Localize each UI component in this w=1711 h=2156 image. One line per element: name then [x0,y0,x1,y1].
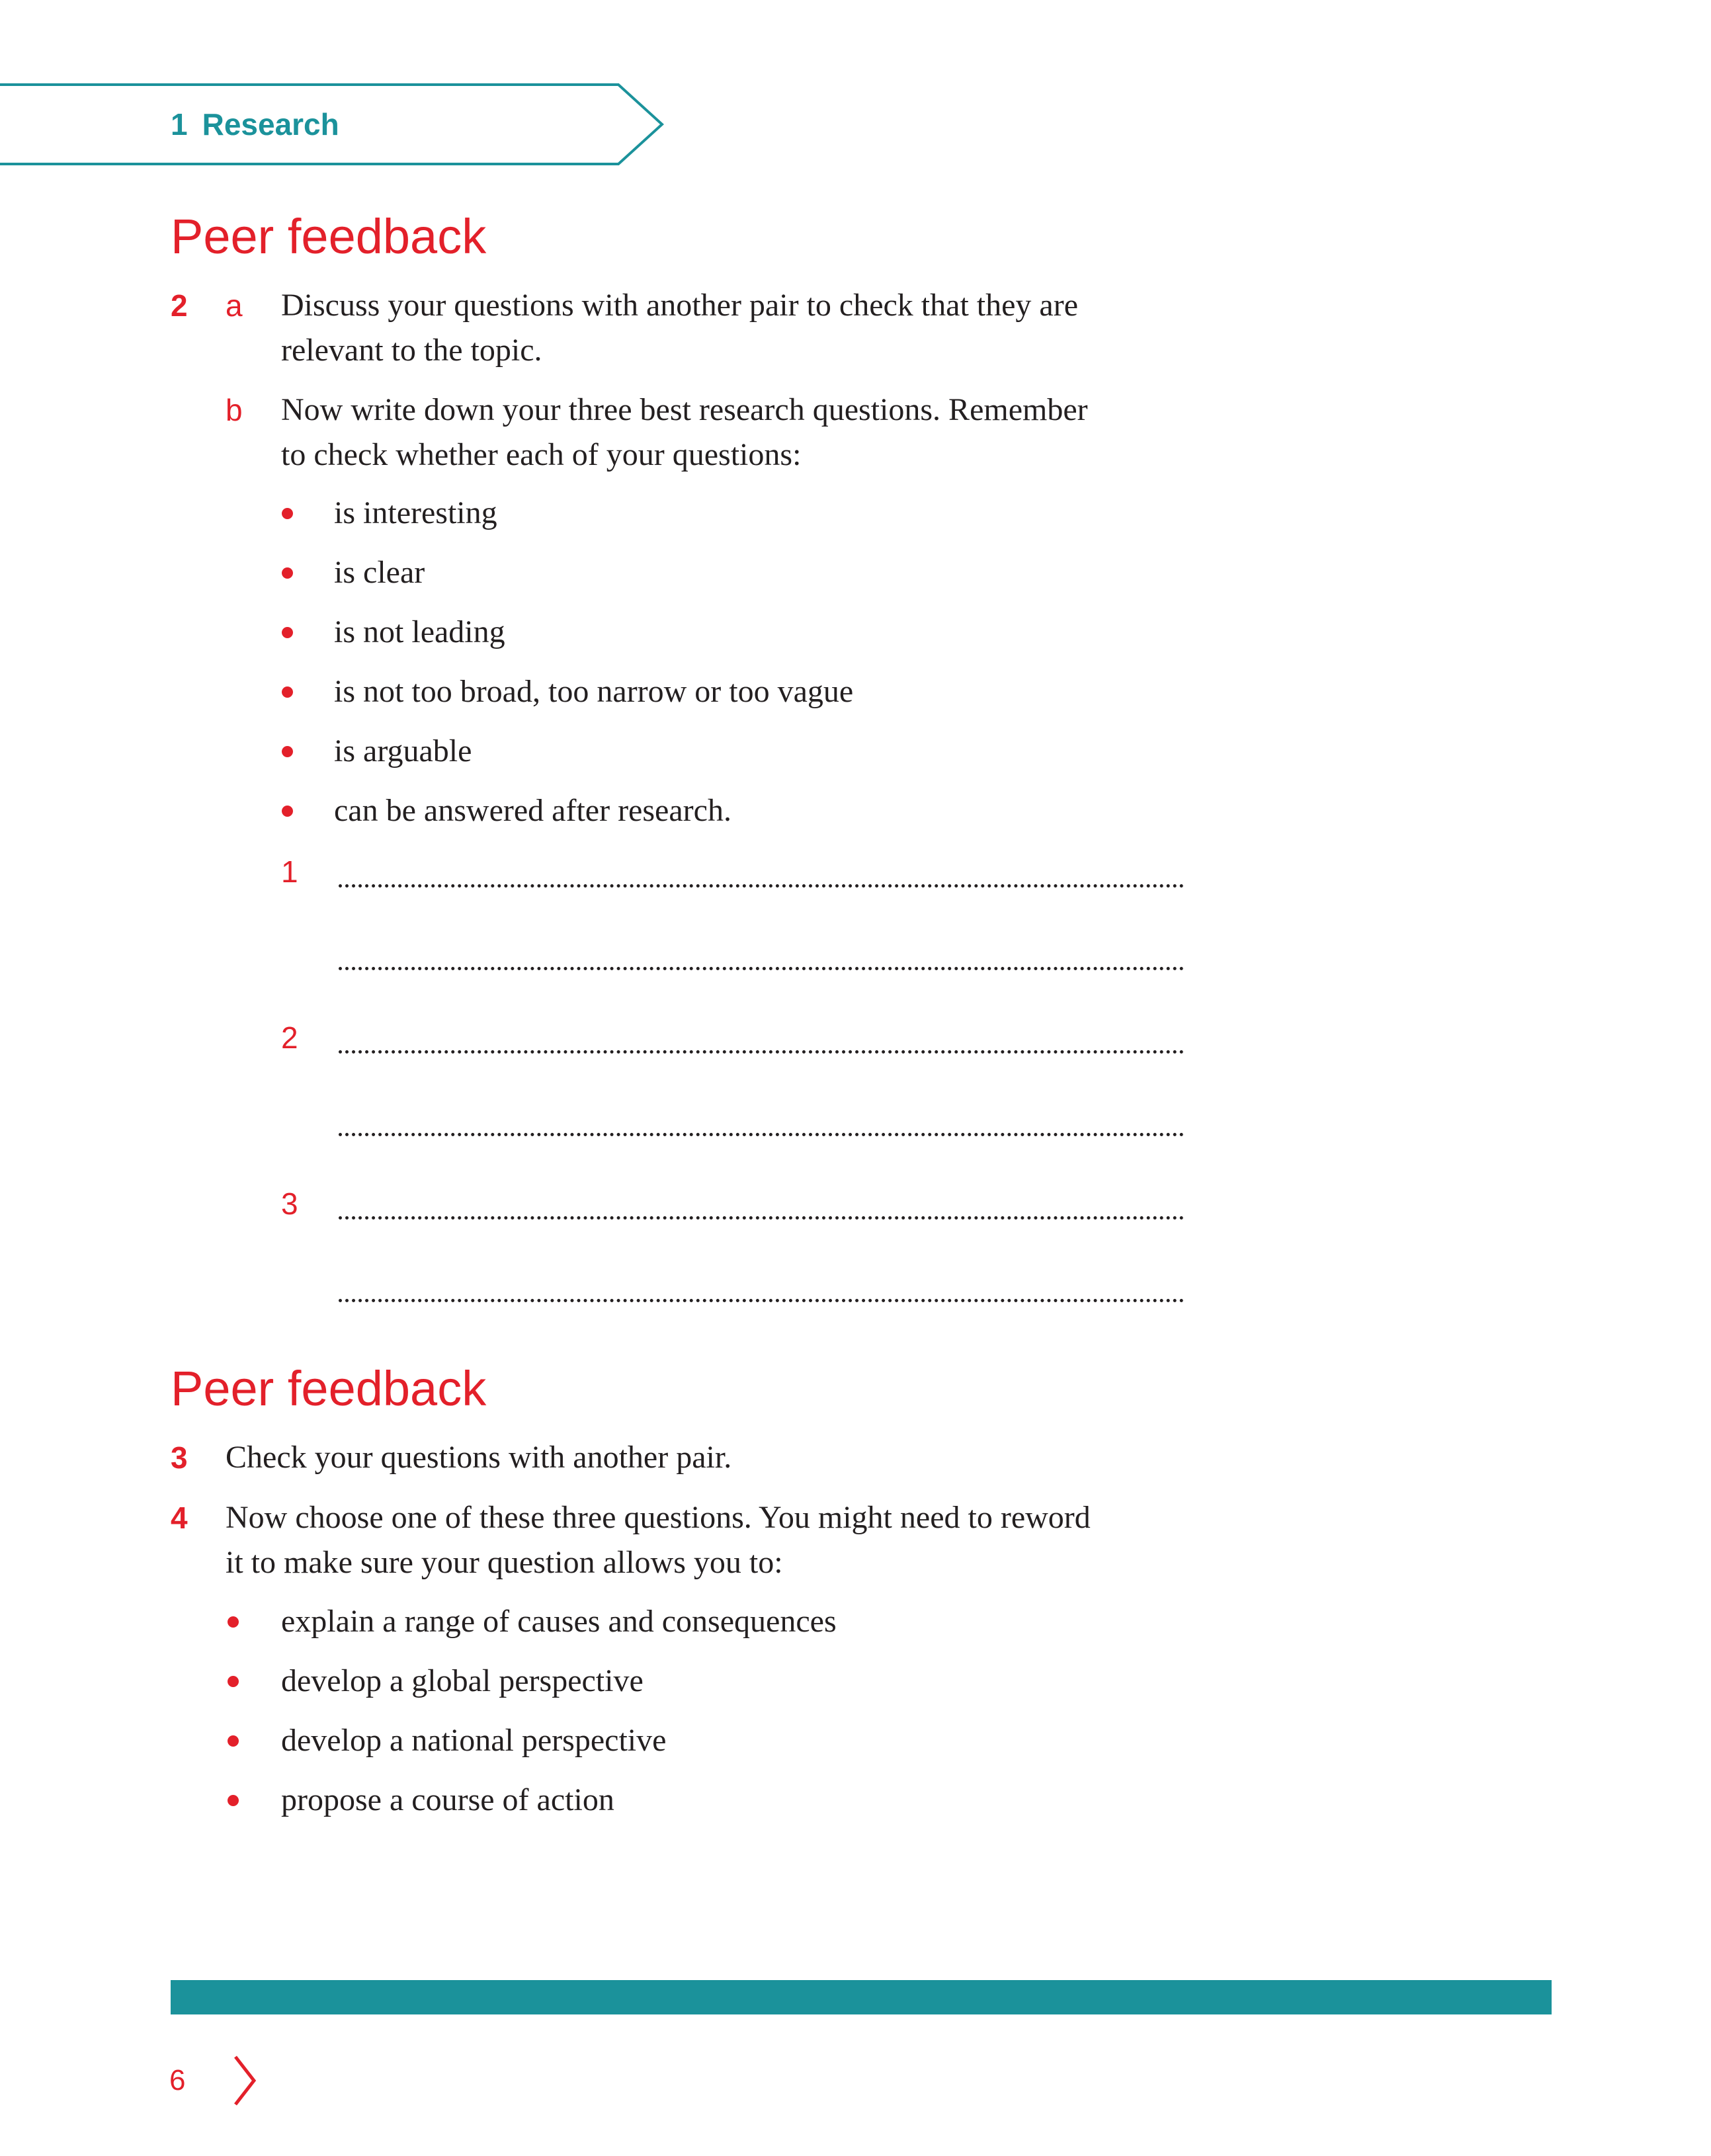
chapter-title: Research [202,107,339,142]
question-2b-line-1: Now write down your three best research questions. Remember [281,392,1088,427]
question-2a-line-2: relevant to the topic. [281,333,542,368]
goal-item: develop a national perspective [281,1723,667,1758]
bullet-icon [282,746,293,757]
page-number: 6 [169,2064,186,2096]
goal-item: explain a range of causes and consequences [281,1604,837,1639]
criteria-item: is interesting [334,495,497,530]
bullet-icon [282,567,293,579]
bullet-icon [228,1735,239,1747]
goal-item: develop a global perspective [281,1663,644,1698]
question-2b-line-2: to check whether each of your questions: [281,437,802,472]
bullet-icon [228,1676,239,1687]
criteria-item: is not leading [334,614,505,649]
question-4-line-1: Now choose one of these three questions. You might need to reword [226,1500,1091,1535]
bullet-icon [282,508,293,519]
answer-number-3: 3 [281,1186,298,1221]
answer-line[interactable] [339,967,1184,970]
question-number-4: 4 [171,1501,188,1535]
criteria-item: is not too broad, too narrow or too vague [334,674,854,709]
section-heading-1: Peer feedback [171,209,487,264]
section-heading-2: Peer feedback [171,1361,487,1416]
answer-line[interactable] [339,1216,1184,1220]
bullet-icon [282,806,293,817]
criteria-item: is clear [334,555,425,590]
answer-number-2: 2 [281,1020,298,1055]
criteria-item: is arguable [334,733,472,768]
answer-line[interactable] [339,1133,1184,1136]
question-4-line-2: it to make sure your question allows you to: [226,1545,783,1580]
bullet-icon [228,1616,239,1628]
chapter-label [171,104,339,144]
criteria-item: can be answered after research. [334,793,731,828]
footer-bar [171,1980,1552,2014]
question-number-2: 2 [171,288,188,323]
answer-line[interactable] [339,884,1184,888]
bullet-icon [282,627,293,638]
bullet-icon [282,686,293,698]
question-letter-a: a [226,288,243,323]
bullet-icon [228,1795,239,1806]
question-number-3: 3 [171,1440,188,1475]
goal-item: propose a course of action [281,1782,614,1817]
chapter-number: 1 [171,107,188,142]
answer-number-1: 1 [281,854,298,889]
answer-line[interactable] [339,1299,1184,1302]
question-letter-b: b [226,393,243,427]
question-2a-line-1: Discuss your questions with another pair to check that they are [281,288,1079,323]
question-3-text: Check your questions with another pair. [226,1440,732,1475]
chevron-right-icon[interactable] [231,2054,258,2110]
answer-line[interactable] [339,1050,1184,1054]
